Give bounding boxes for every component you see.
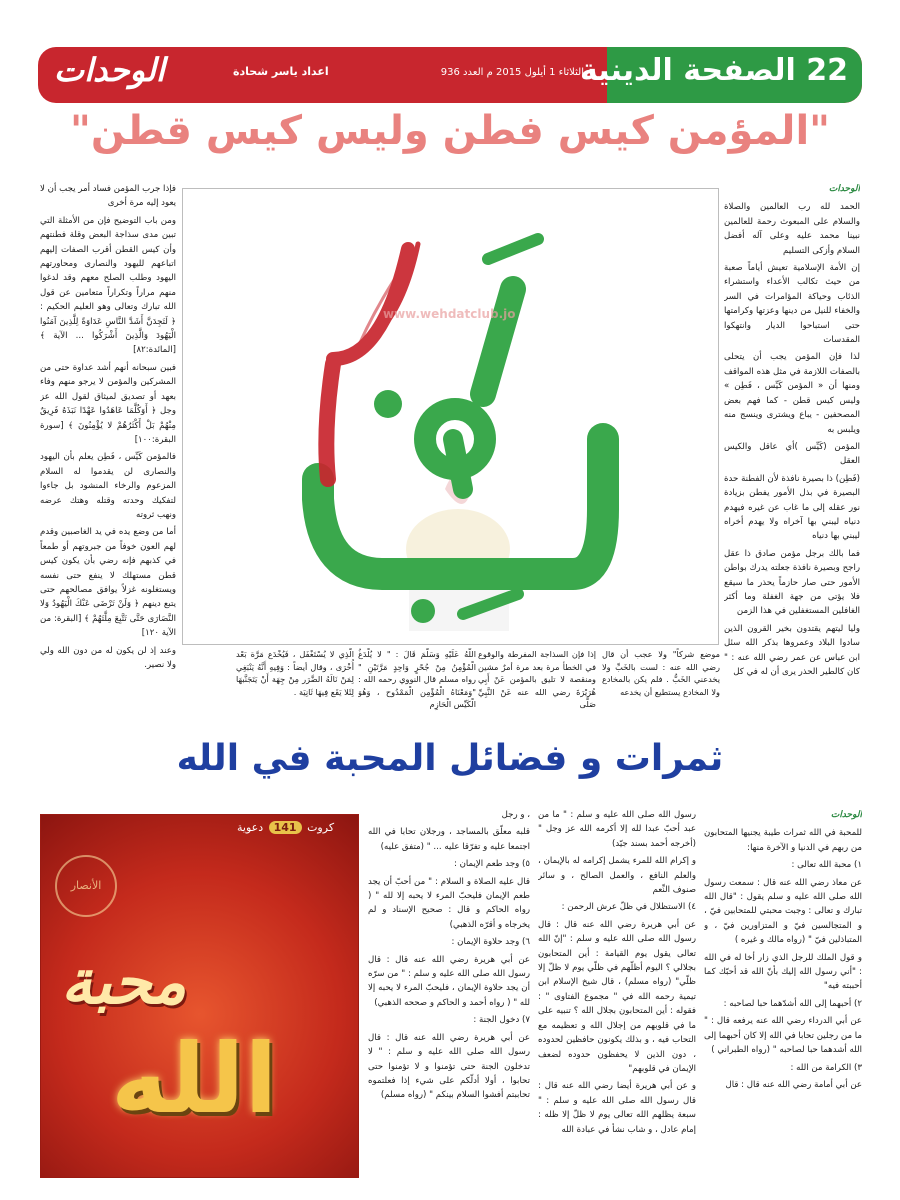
- fatin-calligraphy-icon: [183, 189, 719, 645]
- paragraph: ١) محبة الله تعالى :: [791, 860, 862, 871]
- section-title: ثمرات و فضائل المحبة في الله: [176, 738, 724, 779]
- paragraph: قلبه معلّق بالمساجد ، ورجلان تحابا في الله اجتمعا عليه و تفرّقا عليه ... " (متفق عليه): [368, 827, 530, 852]
- book-badge: الأنصار: [55, 855, 117, 917]
- paragraph: فما بالك برجل مؤمن صادق ذا عقل راجح وبصيرة نافذة جعلته يدرك بواطن الأمور حتى صار حازماً يحذر ما سيقع فلا يؤتى من جهة الغفلة وما أكثر الغافلين المستغفلين في هذا الزمن: [724, 548, 860, 617]
- paragraph: عن معاذ رضي الله عنه قال : سمعت رسول الله صلى الله عليه و سلم يقول : "قال الله تبارك و تعالى : وجبت محبتي للمتحابين فيّ ، و المتجالسين فيّ و المتزاورين فيّ ، و المتباذلين فيّ " (رواه مالك و غيره ): [704, 877, 862, 946]
- book-title-name: الله: [111, 1023, 278, 1135]
- paragraph: إن الأمة الإسلامية تعيش أياماً صعبة من حيث تكالب الأعداء واستشراء الذئاب وحياكة المؤامرات في السر والخفاء للنيل من دينها وعزتها وكرامتها حتى استباحوا الديار وانتهكوا المقدسات: [724, 263, 860, 346]
- book-series-label: [237, 821, 334, 834]
- paragraph: ٣) الكرامة من الله :: [790, 1062, 862, 1073]
- article-title: "المؤمن كيس فطن وليس كيس قطن": [69, 108, 831, 154]
- paragraph: الَّذِي لا يُسْتَغْفَل ، فَيُخْدَع مَرَّة بَعْد أُخْرَى ، وقال أيضاً : وَفِيهِ أَنَّهُ يَنْبَغِي لِمَنْ نَالَهُ الضَّرَر مِنْ جِهَة أَنْ يَتَجَنَّبهَا لِئَلا يَقَع فِيهَا ثَانِيَة .: [236, 649, 354, 697]
- paragraph: ٦) وجد حلاوة الإيمان :: [451, 937, 530, 948]
- page-title: 22 الصفحة الدينية: [580, 53, 848, 88]
- book-series-suffix: دعوية: [237, 821, 264, 834]
- section-source: الوحدات: [830, 810, 862, 820]
- book-cover-image: [40, 814, 359, 1178]
- paragraph: رسول الله صلى الله عليه و سلم : " ما من عبد أحبّ عبدا لله إلا أكرمه الله عز وجل " (أخرجه أحمد بسند جيّد): [538, 810, 696, 849]
- paragraph: قال عليه الصلاة و السلام : " من أحبّ أن يجد طعم الإيمان فليحبّ المرء لا يحبه إلا لله " ( رواه الحاكم و قال : صحيح الإسناد و لم يخرجاه و أقرّه الذهبي): [368, 876, 530, 930]
- paragraph: و إكرام الله للمرء يشمل إكرامه له بالإيمان ، والعلم النافع ، والعمل الصالح ، و سائر صنوف النِّعم: [538, 856, 696, 896]
- paragraph: عن أبي هريرة رضي الله عنه قال : قال رسول الله صلى الله عليه و سلم : "إنّ الله تعالى يقول يوم القيامة : أين المتحابون بجلالي ؟ اليوم أظلّهم في ظلّي يوم لا ظلّ إلا ظلّي" (رواه مسلم) ، قال شيخ الإسلام ابن تيمية رحمه الله في " مجموع الفتاوى " : فقوله : أين المتحابون بجلال الله ؟ تنبيه على ما في قلوبهم من إجلال الله و تعظيمه مع التحاب فيه ، و بذلك يكونون حافظين لحدوده ، دون الذين لا يحفظون حدوده لضعف الإيمان في قلوبهم": [538, 919, 696, 1074]
- article-bottom-column-4: [236, 648, 354, 722]
- prepared-by: اعداد ياسر شحادة: [233, 65, 329, 78]
- book-series-number: 141: [269, 821, 302, 834]
- book-title: محبة: [61, 945, 187, 1018]
- paragraph: (فَطِن) ذا بصيرة نافذة لأن الفطنة حدة البصيرة في بذل الأمور يفطن بزيادة نور عقله إلى ما غاب عن غيره فيهدم دنياه ليبني بها آخراه ولا يهدم أخراه ليبني بها دنياه: [724, 473, 860, 542]
- paragraph: فبين سبحانه أنهم أشد عداوة حتى من المشركين والمؤمن لا يرجو منهم وفاء بعهد أو تصديق لميثاق لقول الله عز وجل ﴿ أَوَكُلَّمَا عَاهَدُوا عَهْدًا نَبَذَهُ فَرِيقٌ مِنْهُمْ بَلْ أَكْثَرُهُمْ لا يُؤْمِنُونَ ﴾ [سورة البقرة:١٠٠]: [40, 362, 176, 445]
- section-column-1: [704, 808, 862, 1178]
- newspaper-logo: الوحدات: [54, 51, 165, 89]
- paragraph: ٤) الاستظلال في ظلّ عرش الرحمن :: [561, 902, 696, 913]
- paragraph: أما من وضع يده في يد الغاصبين وقدم لهم العون خوفاً من جبروتهم أو طمعاً في كذبهم فإنه رضي بأن يكون كيس قطن مستهلك لا ينفع حتى نفسه ويستغلونه غزلاً يوافق مصالحهم حتى يتبع دينهم ﴿ وَلَنْ تَرْضَى عَنْكَ الْيَهُودُ وَلا النَّصَارَى حَتَّى تَتَّبِعَ مِلَّتَهُمْ ﴾ [البقرة: من الآية ١٢٠]: [40, 527, 176, 639]
- paragraph: ، و رجل: [501, 810, 530, 820]
- paragraph: ٥) وجد طعم الإيمان :: [453, 859, 530, 870]
- article-illustration: [182, 188, 719, 645]
- paragraph: لذا فإن المؤمن يجب أن يتحلى بالصفات اللازمة في مثل هذه المواقف ومنها أن « المؤمن كَيِّس ، فَطِن » وليس كيس قطن - كما فهم بعض المصحفين - يباع ويشترى وينسج منه ويلبس به: [724, 352, 860, 435]
- paragraph: و قول الملك للرجل الذي زار أخا له في الله : "أني رسول الله إليك بأنّ الله قد أحبّك كما أحببته فيه": [704, 952, 862, 992]
- article-source: الوحدات: [828, 184, 860, 194]
- book-series-prefix: كروت: [307, 821, 335, 834]
- paragraph: وليا ليتهم يقتدون بخير القرون الذين سادوا البلاد وعمروها بذكر الله سئل ابن عباس عن عمر رضي الله عنه : " كان كالطير الحذر يرى أن له في كل: [724, 623, 860, 677]
- paragraph: و عن أبي هريرة أيضا رضي الله عنه قال : قال رسول الله صلى الله عليه و سلم : " سبعة يظلهم الله تعالى يوم لا ظلّ إلا ظله : إمام عادل ، و شاب نشأ في عبادة الله: [538, 1081, 696, 1135]
- paragraph: عن أبي أمامة رضي الله عنه قال : قال: [725, 1079, 862, 1090]
- article-bottom-column-3: [358, 648, 476, 722]
- paragraph: ومن باب التوضيح فإن من الأمثلة التي تبين مدى سذاجة البعض وقلة فطنتهم وأن كيس القطن أقرب الصفات إليهم اتباعهم لليهود والنصارى ومحاورتهم اليهود وطلب الصلح معهم وقد لدغوا منهم مراراً وتكراراً متعامين عن قول الله تبارك وتعالى وهو العليم الحكيم : ﴿ لَتَجِدَنَّ أَشَدَّ النَّاسِ عَدَاوَةً لِلَّذِينَ آمَنُوا الْيَهُودَ وَالَّذِينَ أَشْرَكُوا ... الآية ﴾ [المائدة:٨٢]: [40, 215, 176, 356]
- paragraph: اللَّهُ عَلَيْهِ وَسَلَّمَ قَالَ : " لا يُلْدَغُ الْمُؤْمِنُ مِنْ جُحْرٍ وَاحِدٍ مَرَّتَيْنِ " رواه مسلم قال النووي رحمه الله : "وَمَعْنَاهُ الْمُؤْمِن الْمَمْدُوح ، وَهُوَ الْكَيِّس الْحَازِم: [358, 649, 476, 709]
- article-column-right: [724, 182, 860, 722]
- section-column-3: [368, 808, 530, 1178]
- paragraph: ٧) دخول الجنة :: [473, 1015, 530, 1026]
- article-column-left: [40, 182, 176, 722]
- paragraph: الحمد لله رب العالمين والصلاة والسلام على المبعوث رحمة للعالمين نبينا محمد عليه وعلى آله أفضل السلام وأزكى التسليم: [724, 202, 860, 256]
- section-column-2: [538, 808, 696, 1178]
- paragraph: عن أبي الدرداء رضي الله عنه يرفعه قال : " ما من رجلين تحابا في الله إلا كان أحبهما إلى الله أشدهما حبا لصاحبه " (رواه الطبراني ): [704, 1016, 862, 1056]
- paragraph: للمحبة في الله ثمرات طيبة يجنيها المتحابون من ربهم في الدنيا و الآخرة منها:: [704, 828, 862, 853]
- paragraph: ٢) أحبهما إلى الله أشدّهما حبا لصاحبه :: [723, 998, 862, 1009]
- article-bottom-column-1: [602, 648, 720, 722]
- paragraph: موضع شركاً" ولا عجب أن قال رضي الله عنه : لست بالخَبِّ ولا يخدعني الخَبُّ . فلم يكن بالمخادع ولا المخادع يستطيع أن يخدعه: [602, 649, 720, 697]
- paragraph: إذا فإن السذاجة المفرطة والوقوع في الخطأ مرة بعد مرة أمرٌ مشين ومنقصة لا تليق بالمؤمن عَنْ أَبِي هُرَيْرَةَ رضي الله عنه عَنْ النَّبِيِّ صَلَّى: [478, 649, 596, 709]
- paragraph: فإذا جرب المؤمن فساد أمر يجب أن لا يعود إليه مرة أخرى: [40, 184, 176, 209]
- paragraph: عن أبي هريرة رضي الله عنه قال : قال رسول الله صلى الله عليه و سلم : " لا تدخلون الجنة حتى تؤمنوا و لا تؤمنوا حتى تحابوا ، أولا أدلّكم على شيء إذا فعلتموه تحاببتم أفشوا السلام بينكم " (رواه مسلم): [368, 1032, 530, 1101]
- paragraph: عن أبي هريرة رضي الله عنه قال : قال رسول الله صلى الله عليه و سلم : " من سرّه أن يجد حلاوة الإيمان ، فليحبّ المرء لا يحبه إلا لله " ( رواه أحمد و الحاكم و صححه الذهبي): [368, 954, 530, 1008]
- issue-date: الثلاثاء 1 أيلول 2015 م العدد 936: [440, 67, 584, 78]
- paragraph: فالمؤمن كَيِّس ، فَطِن يعلم بأن اليهود والنصارى لن يقدموا له السلام المزعوم والرخاء المنشود بل جاءوا لتفكيك وحدته وقتله وهتك عرضه ونهب ثروته: [40, 452, 176, 520]
- paragraph: وعند إذ لن يكون له من دون الله ولي ولا نصير.: [40, 645, 176, 670]
- paragraph: المؤمن (كَيِّس )أي عاقل والكيس العقل: [724, 441, 860, 467]
- page-header: [38, 47, 862, 103]
- watermark-url: www.wehdatclub.jo: [383, 307, 516, 321]
- article-bottom-column-2: [478, 648, 596, 722]
